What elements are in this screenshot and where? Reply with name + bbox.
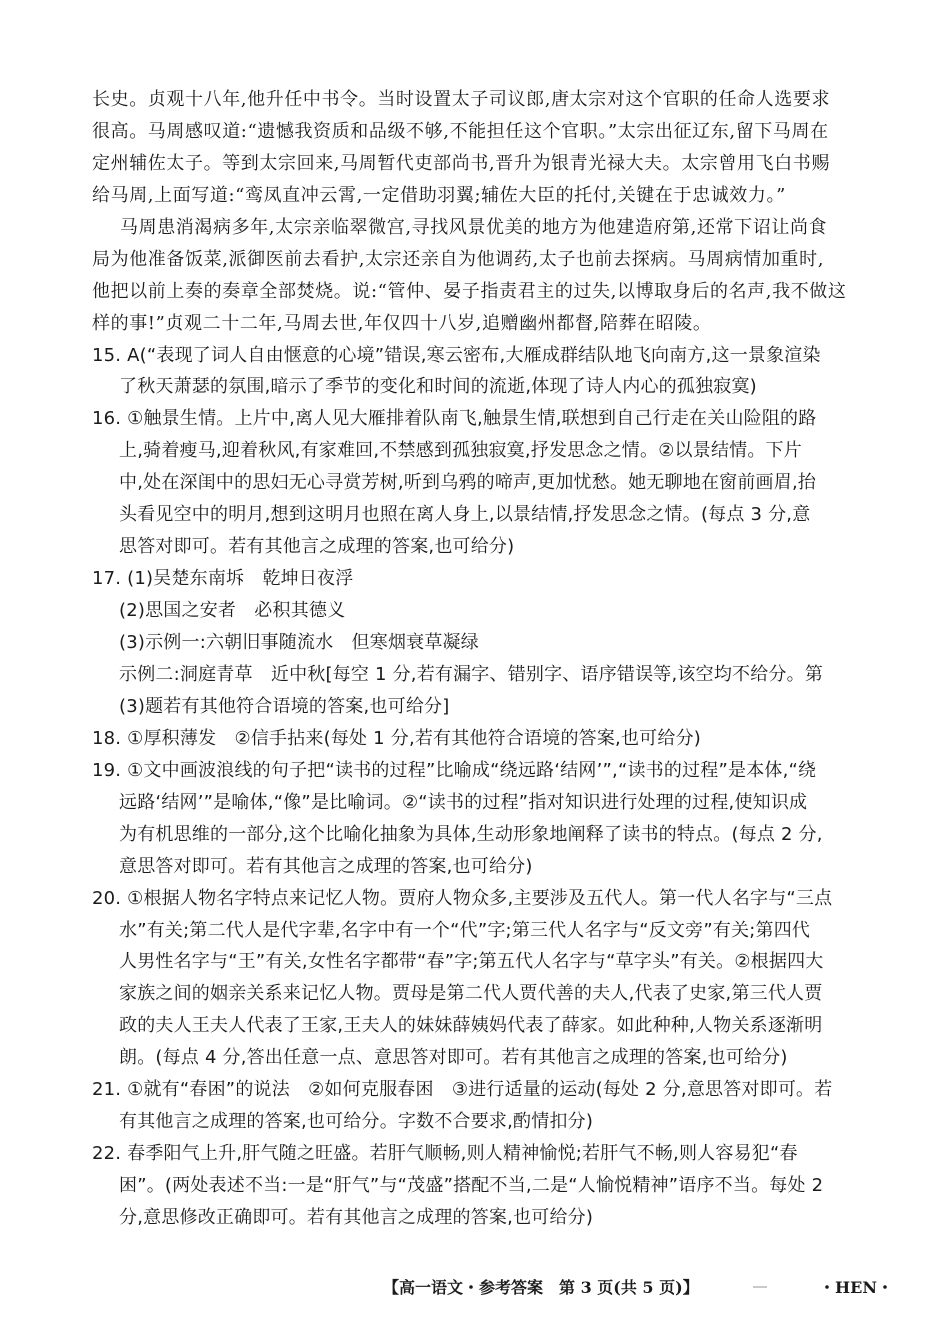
answer-15-line: 了秋天萧瑟的氛围,暗示了季节的变化和时间的流逝,体现了诗人内心的孤独寂寞) bbox=[119, 376, 757, 397]
answer-20-line: 家族之间的姻亲关系来记忆人物。贾母是第二代人贾代善的夫人,代表了史家,第三代人贾 bbox=[119, 983, 823, 1004]
answer-17-line: 示例二:洞庭青草 近中秋[每空 1 分,若有漏字、错别字、语序错误等,该空均不给分。第 bbox=[119, 664, 824, 685]
footer-title: 【高一语文・参考答案 第 3 页(共 5 页)】 bbox=[383, 1278, 699, 1297]
page-footer bbox=[0, 1276, 950, 1300]
answer-15-line: 15. A(“表现了词人自由惬意的心境”错误,寒云密布,大雁成群结队地飞向南方,这一景象渲染 bbox=[92, 345, 821, 366]
translation-line: 定州辅佐太子。等到太宗回来,马周暂代吏部尚书,晋升为银青光禄大夫。太宗曾用飞白书赐 bbox=[92, 153, 831, 174]
answer-19-line: 意思答对即可。若有其他言之成理的答案,也可给分) bbox=[119, 856, 533, 877]
translation-line: 局为他准备饭菜,派御医前去看护,太宗还亲自为他调药,太子也前去探病。马周病情加重时, bbox=[92, 249, 825, 270]
answer-22-line: 22. 春季阳气上升,肝气随之旺盛。若肝气顺畅,则人精神愉悦;若肝气不畅,则人容易犯“春 bbox=[92, 1143, 798, 1164]
answer-19-line: 远路‘结网’”是喻体,“像”是比喻词。②“读书的过程”指对知识进行处理的过程,使知识成 bbox=[119, 792, 808, 813]
answer-20-line: 政的夫人王夫人代表了王家,王夫人的妹妹薛姨妈代表了薛家。如此种种,人物关系逐渐明 bbox=[119, 1015, 823, 1036]
footer-divider bbox=[753, 1286, 767, 1288]
answer-21-line: 有其他言之成理的答案,也可给分。字数不合要求,酌情扣分) bbox=[119, 1111, 594, 1132]
footer-code: ・HEN・ bbox=[819, 1278, 893, 1297]
answer-17-line: 17. (1)吴楚东南坼 乾坤日夜浮 bbox=[92, 568, 354, 589]
translation-line: 样的事!”贞观二十二年,马周去世,年仅四十八岁,追赠幽州都督,陪葬在昭陵。 bbox=[92, 313, 712, 334]
answer-16-line: 16. ①触景生情。上片中,离人见大雁排着队南飞,触景生情,联想到自己行走在关山险阻的路 bbox=[92, 408, 817, 429]
answer-17-line: (3)题若有其他符合语境的答案,也可给分] bbox=[119, 696, 450, 717]
answer-22-line: 分,意思修改正确即可。若有其他言之成理的答案,也可给分) bbox=[119, 1207, 594, 1228]
translation-line: 长史。贞观十八年,他升任中书令。当时设置太子司议郎,唐太宗对这个官职的任命人选要求 bbox=[92, 89, 831, 110]
answer-17-line: (2)思国之安者 必积其德义 bbox=[119, 600, 346, 621]
answer-19-line: 19. ①文中画波浪线的句子把“读书的过程”比喻成“绕远路‘结网’”,“读书的过程”是本体,“绕 bbox=[92, 760, 817, 781]
answer-16-line: 上,骑着瘦马,迎着秋风,有家难回,不禁感到孤独寂寞,抒发思念之情。②以景结情。下片 bbox=[119, 440, 802, 461]
answer-20-line: 朗。(每点 4 分,答出任意一点、意思答对即可。若有其他言之成理的答案,也可给分) bbox=[119, 1047, 788, 1068]
answer-19-line: 为有机思维的一部分,这个比喻化抽象为具体,生动形象地阐释了读书的特点。(每点 2 分, bbox=[119, 824, 823, 845]
answer-16-line: 思答对即可。若有其他言之成理的答案,也可给分) bbox=[119, 536, 515, 557]
answer-18-line: 18. ①厚积薄发 ②信手拈来(每处 1 分,若有其他符合语境的答案,也可给分) bbox=[92, 728, 702, 749]
answer-21-line: 21. ①就有“春困”的说法 ②如何克服春困 ③进行适量的运动(每处 2 分,意思答对即可。若 bbox=[92, 1079, 833, 1100]
answer-22-line: 困”。(两处表述不当:一是“肝气”与“茂盛”搭配不当,二是“人愉悦精神”语序不当。每处 2 bbox=[119, 1175, 824, 1196]
translation-line: 很高。马周感叹道:“遗憾我资质和品级不够,不能担任这个官职。”太宗出征辽东,留下马周在 bbox=[92, 121, 829, 142]
translation-line: 给马周,上面写道:“鸾凤直冲云霄,一定借助羽翼;辅佐大臣的托付,关键在于忠诚效力。” bbox=[92, 185, 786, 206]
answer-20-line: 人男性名字与“王”有关,女性名字都带“春”字;第五代人名字与“草字头”有关。②根据四大 bbox=[119, 951, 824, 972]
answer-20-line: 20. ①根据人物名字特点来记忆人物。贾府人物众多,主要涉及五代人。第一代人名字与“三点 bbox=[92, 888, 833, 909]
answer-16-line: 头看见空中的明月,想到这明月也照在离人身上,以景结情,抒发思念之情。(每点 3 分,意 bbox=[119, 504, 811, 525]
translation-line: 马周患消渴病多年,太宗亲临翠微宫,寻找风景优美的地方为他建造府第,还常下诏让尚食 bbox=[120, 217, 828, 238]
answer-17-line: (3)示例一:六朝旧事随流水 但寒烟衰草凝绿 bbox=[119, 632, 479, 653]
answer-20-line: 水”有关;第二代人是代字辈,名字中有一个“代”字;第三代人名字与“反文旁”有关;第四代 bbox=[119, 920, 811, 941]
translation-line: 他把以前上奏的奏章全部焚烧。说:“管仲、晏子指责君主的过失,以博取身后的名声,我不做这 bbox=[92, 281, 847, 302]
answer-16-line: 中,处在深闺中的思妇无心寻赏芳树,听到乌鸦的啼声,更加忧愁。她无聊地在窗前画眉,抬 bbox=[119, 472, 817, 493]
